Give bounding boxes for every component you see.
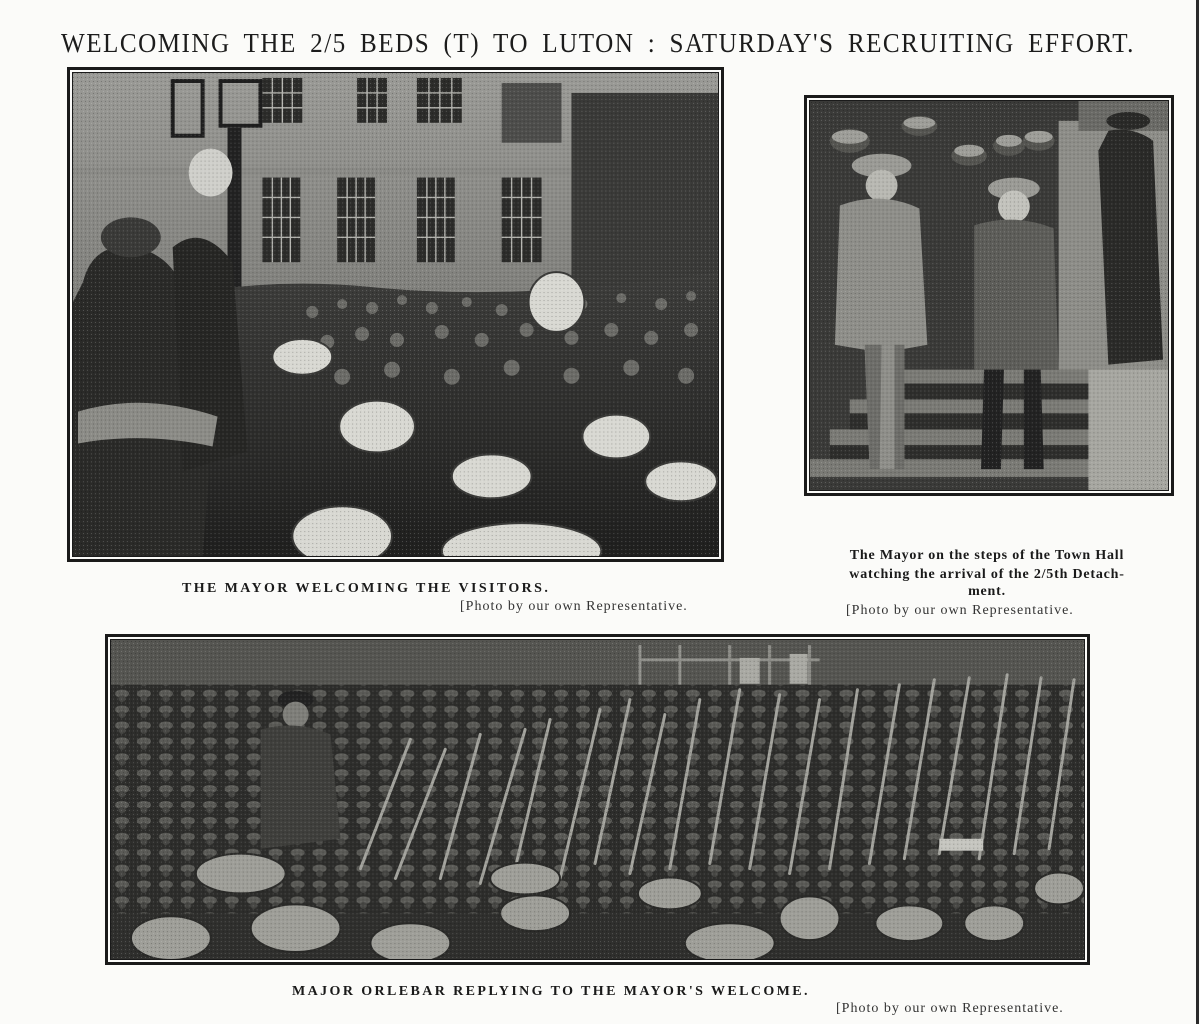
- page-right-rule: [1196, 0, 1199, 1024]
- troops-parade-image: [111, 640, 1084, 959]
- caption-major-orlebar: MAJOR ORLEBAR REPLYING TO THE MAYOR'S WELCOME.: [292, 984, 810, 999]
- photo-mayor-on-steps: [804, 95, 1174, 496]
- credit-major-orlebar: [Photo by our own Representative.: [836, 1001, 1064, 1016]
- credit-mayor-welcoming: [Photo by our own Representative.: [460, 599, 688, 614]
- photo-major-orlebar: [105, 634, 1090, 965]
- town-hall-steps-image: [810, 101, 1168, 490]
- photo-mayor-welcoming: [67, 67, 724, 562]
- town-hall-crowd-image: [73, 73, 718, 556]
- caption-mayor-welcoming: THE MAYOR WELCOMING THE VISITORS.: [182, 581, 551, 596]
- caption-line-1: The Mayor on the steps of the Town Hall: [849, 548, 1125, 563]
- caption-line-3: ment.: [968, 584, 1006, 599]
- credit-mayor-on-steps: [Photo by our own Representative.: [846, 603, 1074, 618]
- caption-line-2: watching the arrival of the 2/5th Detach-: [849, 567, 1125, 582]
- page-headline: WELCOMING THE 2/5 BEDS (T) TO LUTON : SATURDAY'S RECRUITING EFFORT.: [61, 28, 1135, 59]
- caption-mayor-on-steps: [786, 546, 1188, 600]
